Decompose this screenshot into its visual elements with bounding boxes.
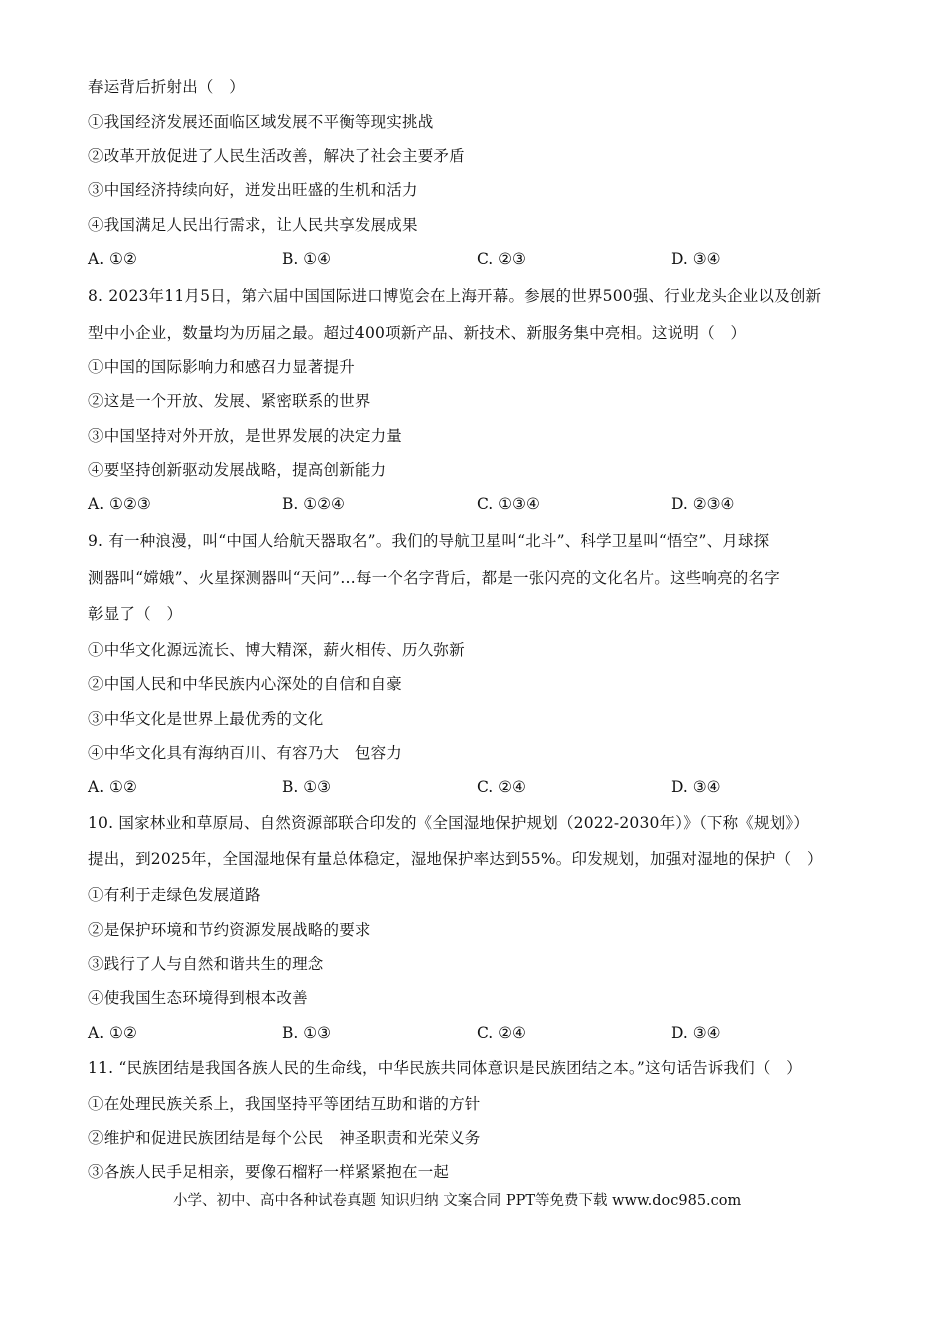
q8-stem-line-2: 型中小企业，数量均为历届之最。超过400项新产品、新技术、新服务集中亮相。这说明（ ）: [88, 324, 747, 342]
q9-option-4: ④中华文化具有海纳百川、有容乃大 包容力: [88, 744, 403, 762]
q7-choice-a: A. ①②: [88, 250, 137, 268]
q10-choice-c: C. ②④: [477, 1024, 526, 1042]
q10-option-2: ②是保护环境和节约资源发展战略的要求: [88, 921, 371, 939]
q8-choice-c: C. ①③④: [477, 495, 540, 513]
page-footer: 小学、初中、高中各种试卷真题 知识归纳 文案合同 PPT等免费下载 www.doc985.com: [173, 1193, 742, 1209]
q7-option-1: ①我国经济发展还面临区域发展不平衡等现实挑战: [88, 113, 434, 131]
q8-option-4: ④要坚持创新驱动发展战略，提高创新能力: [88, 461, 387, 479]
q9-option-1: ①中华文化源远流长、博大精深，薪火相传、历久弥新: [88, 641, 465, 659]
q11-option-2: ②维护和促进民族团结是每个公民 神圣职责和光荣义务: [88, 1129, 481, 1147]
q10-choice-a: A. ①②: [88, 1024, 137, 1042]
q9-stem-line-1: 9. 有一种浪漫，叫“中国人给航天器取名”。我们的导航卫星叫“北斗”、科学卫星叫“悟空”、月球探: [88, 532, 770, 550]
q10-option-3: ③践行了人与自然和谐共生的理念: [88, 955, 324, 973]
q8-choice-a: A. ①②③: [88, 495, 151, 513]
q8-stem-line-1: 8. 2023年11月5日，第六届中国国际进口博览会在上海开幕。参展的世界500强、行业龙头企业以及创新: [88, 287, 822, 305]
q8-option-1: ①中国的国际影响力和感召力显著提升: [88, 358, 355, 376]
q9-option-3: ③中华文化是世界上最优秀的文化: [88, 710, 324, 728]
q7-option-3: ③中国经济持续向好，迸发出旺盛的生机和活力: [88, 181, 418, 199]
q9-choice-b: B. ①③: [282, 778, 332, 796]
q11-option-3: ③各族人民手足相亲，要像石榴籽一样紧紧抱在一起: [88, 1163, 450, 1181]
q11-stem: 11. “民族团结是我国各族人民的生命线，中华民族共同体意识是民族团结之本。”这句话告诉我们（ ）: [88, 1059, 802, 1077]
q10-choice-b: B. ①③: [282, 1024, 332, 1042]
q7-choices: [88, 249, 868, 269]
q8-choice-b: B. ①②④: [282, 495, 345, 513]
q7-option-4: ④我国满足人民出行需求，让人民共享发展成果: [88, 216, 418, 234]
q10-stem-line-1: 10. 国家林业和草原局、自然资源部联合印发的《全国湿地保护规划（2022-2030年）》（下称《规划》）: [88, 814, 810, 832]
q9-choice-a: A. ①②: [88, 778, 137, 796]
q10-option-1: ①有利于走绿色发展道路: [88, 886, 261, 904]
q10-choices: [88, 1023, 868, 1043]
q7-option-2: ②改革开放促进了人民生活改善，解决了社会主要矛盾: [88, 147, 465, 165]
q7-choice-d: D. ③④: [671, 250, 721, 268]
q9-choice-d: D. ③④: [671, 778, 721, 796]
q10-option-4: ④使我国生态环境得到根本改善: [88, 989, 308, 1007]
q9-stem-line-2: 测器叫“嫦娥”、火星探测器叫“天问”…每一个名字背后，都是一张闪亮的文化名片。这些响亮的名字: [88, 569, 780, 587]
q10-stem-line-2: 提出，到2025年，全国湿地保有量总体稳定，湿地保护率达到55%。印发规划，加强对湿地的保护（ ）: [88, 850, 823, 868]
q9-choices: [88, 777, 868, 797]
q9-option-2: ②中国人民和中华民族内心深处的自信和自豪: [88, 675, 403, 693]
q8-option-2: ②这是一个开放、发展、紧密联系的世界: [88, 392, 371, 410]
q10-choice-d: D. ③④: [671, 1024, 721, 1042]
q8-option-3: ③中国坚持对外开放，是世界发展的决定力量: [88, 427, 403, 445]
q11-option-1: ①在处理民族关系上，我国坚持平等团结互助和谐的方针: [88, 1095, 481, 1113]
q8-choice-d: D. ②③④: [671, 495, 735, 513]
q7-choice-b: B. ①④: [282, 250, 332, 268]
q9-choice-c: C. ②④: [477, 778, 526, 796]
q8-choices: [88, 494, 868, 514]
q7-stem: 春运背后折射出（ ）: [88, 78, 246, 96]
q7-choice-c: C. ②③: [477, 250, 526, 268]
q9-stem-line-3: 彰显了（ ）: [88, 605, 183, 623]
